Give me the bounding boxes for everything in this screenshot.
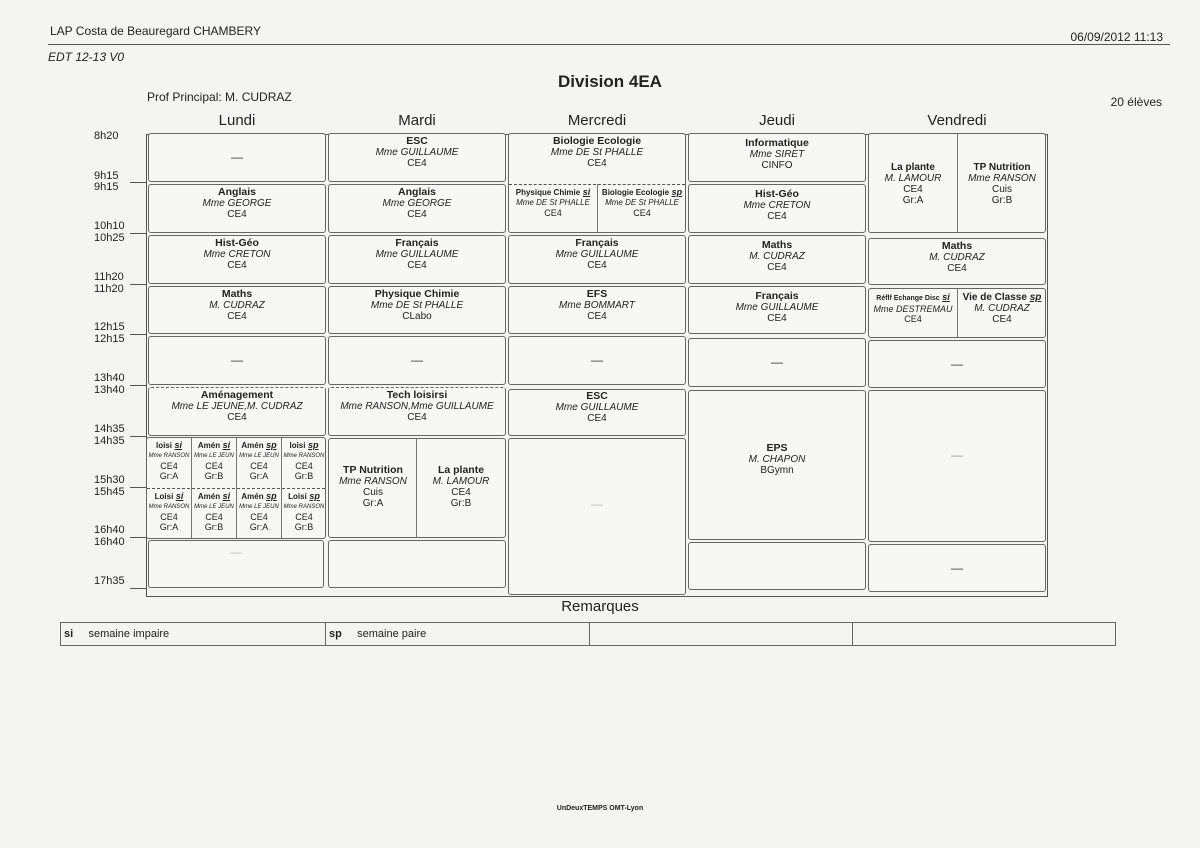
lesson-mercredi-3[interactable] — [508, 235, 686, 284]
time-tick — [130, 284, 147, 285]
lesson-lundi-9[interactable] — [148, 540, 324, 588]
lesson-group: Gr:B — [204, 471, 224, 481]
time-label: 8h20 — [94, 130, 119, 142]
mini-lesson[interactable] — [147, 440, 191, 481]
lesson-subject: Biologie Ecologie — [552, 135, 642, 147]
lesson-jeudi-4[interactable] — [688, 286, 866, 334]
lesson-subject: Anglais — [218, 186, 256, 198]
lesson-room: CE4 — [767, 313, 787, 324]
lesson-subject: Tech loisirsi — [386, 389, 448, 401]
remarks-title: Remarques — [561, 598, 639, 615]
lesson-vendredi-3[interactable] — [868, 238, 1046, 285]
empty-dash: — — [591, 497, 603, 511]
lesson-mercredi-2-si[interactable] — [509, 187, 597, 231]
lesson-room: CE4 — [250, 461, 268, 471]
time-label: 13h40 — [94, 384, 125, 396]
header-divider — [48, 44, 1170, 45]
lesson-mercredi-7-9[interactable] — [508, 438, 686, 595]
empty-dash: — — [230, 545, 242, 559]
lesson-room: CE4 — [767, 211, 787, 222]
time-tick — [130, 487, 147, 488]
lesson-room: CE4 — [227, 311, 247, 322]
lesson-teacher: M. LAMOUR — [884, 173, 942, 184]
lesson-vendredi-5[interactable] — [868, 340, 1046, 388]
lesson-teacher: Mme GEORGE — [202, 198, 272, 209]
time-label: 9h15 — [94, 181, 119, 193]
lesson-mardi-6[interactable] — [328, 387, 506, 436]
mini-lesson[interactable] — [147, 491, 191, 532]
lesson-subject: Français — [575, 237, 619, 249]
week-tag: si — [174, 440, 183, 450]
remark-text: semaine paire — [357, 628, 427, 640]
lesson-subject: Amén — [241, 441, 264, 450]
lesson-room: Cuis — [362, 487, 383, 498]
lesson-room: Cuis — [991, 184, 1012, 195]
empty-dash: — — [951, 561, 963, 575]
time-label: 11h20 — [94, 271, 124, 283]
lesson-subject: La plante — [891, 162, 935, 173]
lesson-teacher: Mme CRETON — [743, 200, 811, 211]
mini-lesson[interactable] — [192, 440, 236, 481]
time-label: 13h40 — [94, 372, 125, 384]
school-name: LAP Costa de Beauregard CHAMBERY — [50, 24, 262, 38]
footer-credit: UnDeuxTEMPS OMT-Lyon — [556, 805, 644, 812]
week-tag: si — [222, 491, 231, 501]
mini-lesson[interactable] — [237, 440, 281, 481]
lesson-teacher: Mme RANSON — [339, 476, 407, 487]
empty-dash: — — [951, 357, 963, 371]
empty-dash: — — [231, 353, 243, 367]
lesson-teacher: Mme SIRET — [749, 149, 805, 160]
lesson-lundi-7-8[interactable] — [146, 437, 326, 539]
lesson-vendredi-4-si[interactable] — [869, 292, 957, 336]
lesson-subject: EPS — [766, 442, 788, 454]
lesson-subject: TP Nutrition — [973, 162, 1031, 173]
lesson-subject: Vie de Classe — [962, 292, 1027, 303]
lesson-group: Gr:A — [249, 471, 269, 481]
lesson-subject: EFS — [586, 288, 608, 300]
lesson-teacher: M. CUDRAZ — [209, 300, 265, 311]
lesson-subject: Hist-Géo — [215, 237, 259, 249]
lesson-subject: Maths — [221, 288, 253, 300]
time-label: 17h35 — [94, 575, 125, 587]
lesson-lundi-3[interactable] — [148, 235, 326, 284]
lesson-subject: Français — [395, 237, 439, 249]
lesson-vendredi-1-grA[interactable] — [869, 162, 957, 206]
remark-text: semaine impaire — [88, 628, 170, 640]
lesson-subject: TP Nutrition — [343, 465, 403, 476]
lesson-subject: Amén — [241, 492, 264, 501]
time-label: 10h10 — [94, 220, 125, 232]
week-tag: sp — [266, 491, 277, 501]
lesson-subject: loisi — [289, 441, 306, 450]
lesson-jeudi-6[interactable] — [688, 390, 866, 540]
empty-dash: — — [771, 355, 783, 369]
lesson-mercredi-4[interactable] — [508, 286, 686, 334]
lesson-teacher: Mme LE JEUN — [194, 504, 234, 510]
lesson-room: CE4 — [451, 487, 471, 498]
time-label: 12h15 — [94, 333, 125, 345]
lesson-teacher: Mme LE JEUN — [194, 453, 234, 459]
lesson-room: CE4 — [160, 512, 178, 522]
lesson-subject: Maths — [761, 239, 793, 251]
week-tag: sp — [308, 440, 319, 450]
lesson-teacher: M. CHAPON — [748, 454, 806, 465]
lesson-room: CE4 — [227, 412, 247, 423]
lesson-teacher: Mme LE JEUN — [239, 453, 279, 459]
time-tick — [130, 182, 147, 183]
lesson-teacher: Mme RANSON — [148, 504, 190, 510]
lesson-room: CE4 — [407, 260, 427, 271]
time-tick — [130, 233, 147, 234]
lesson-teacher: Mme GUILLAUME — [555, 402, 639, 413]
lesson-room: CE4 — [587, 413, 607, 424]
lesson-vendredi-1-grB[interactable] — [958, 162, 1046, 206]
student-count: 20 élèves — [1110, 95, 1162, 109]
page-title: Division 4EA — [558, 72, 662, 91]
lesson-group: Gr:B — [991, 195, 1013, 206]
lesson-jeudi-5[interactable] — [688, 338, 866, 387]
lesson-subject: ESC — [586, 390, 608, 402]
lesson-lundi-1[interactable] — [148, 133, 326, 182]
lesson-group: Gr:A — [159, 522, 179, 532]
lesson-teacher: M. LAMOUR — [432, 476, 490, 487]
lesson-vendredi-4-sp[interactable] — [958, 292, 1046, 336]
lesson-mardi-7-grA[interactable] — [329, 465, 417, 509]
lesson-teacher: Mme DESTREMAU — [873, 304, 953, 314]
lesson-subject: Anglais — [398, 186, 436, 198]
lesson-jeudi-1[interactable] — [688, 133, 866, 182]
lesson-subject: Loisi — [288, 492, 307, 501]
lesson-subject: Loisi — [154, 492, 174, 501]
lesson-vendredi-4[interactable] — [868, 288, 1046, 338]
week-tag: si — [222, 440, 231, 450]
edt-version: EDT 12-13 V0 — [48, 50, 125, 64]
lesson-mardi-7-8[interactable] — [328, 438, 506, 538]
lesson-group: Gr:A — [362, 498, 384, 509]
lesson-vendredi-1[interactable] — [868, 133, 1046, 233]
lesson-subject: Amén — [197, 441, 221, 450]
lesson-mardi-3[interactable] — [328, 235, 506, 284]
lesson-jeudi-9[interactable] — [688, 542, 866, 590]
lesson-teacher: Mme RANSON — [968, 173, 1036, 184]
lesson-lundi-2[interactable] — [148, 184, 326, 233]
lesson-room: CE4 — [407, 158, 427, 169]
time-label: 14h35 — [94, 435, 125, 447]
lesson-subject: Physique Chimie — [374, 288, 460, 300]
mini-lesson[interactable] — [237, 491, 281, 532]
time-label: 15h45 — [94, 486, 125, 498]
lesson-room: CE4 — [205, 512, 223, 522]
lesson-teacher: Mme RANSON — [283, 453, 325, 459]
lesson-teacher: Mme GUILLAUME — [555, 249, 639, 260]
lesson-teacher: Mme GUILLAUME — [375, 147, 459, 158]
lesson-room: CE4 — [407, 412, 427, 423]
lesson-room: CE4 — [227, 209, 247, 220]
day-header-jeudi: Jeudi — [759, 112, 795, 129]
lesson-group: Gr:A — [249, 522, 269, 532]
lesson-room: CE4 — [633, 208, 651, 218]
remark-sp — [326, 623, 590, 645]
empty-dash: — — [231, 150, 243, 164]
lesson-lundi-5[interactable] — [148, 336, 326, 385]
lesson-subject: Aménagement — [200, 389, 274, 401]
lesson-room: CE4 — [992, 314, 1012, 325]
lesson-group: Gr:B — [294, 471, 314, 481]
lesson-teacher: Mme RANSON — [283, 504, 325, 510]
remark-si — [61, 623, 326, 645]
lesson-vendredi-9[interactable] — [868, 544, 1046, 592]
lesson-group: Gr:B — [294, 522, 314, 532]
time-label: 16h40 — [94, 536, 125, 548]
lesson-teacher: M. CUDRAZ — [974, 303, 1030, 314]
lesson-room: CE4 — [295, 512, 313, 522]
lesson-lundi-4[interactable] — [148, 286, 326, 334]
lesson-mercredi-2-sp[interactable] — [598, 187, 686, 231]
lesson-room: BGymn — [760, 465, 794, 476]
lesson-subject: Biologie Ecologie — [601, 188, 670, 197]
lesson-subject: loisi — [155, 441, 172, 450]
lesson-mardi-2[interactable] — [328, 184, 506, 233]
lesson-subject: Réflf Echange Disc — [876, 295, 940, 302]
lesson-teacher: Mme GUILLAUME — [735, 302, 819, 313]
lesson-room: CE4 — [947, 263, 967, 274]
lesson-room: CE4 — [407, 209, 427, 220]
lesson-group: Gr:B — [204, 522, 224, 532]
lesson-room: CE4 — [904, 314, 922, 324]
empty-dash: — — [951, 448, 963, 462]
lesson-teacher: Mme DE St PHALLE — [605, 198, 679, 207]
lesson-mardi-9[interactable] — [328, 540, 506, 588]
lesson-subject: ESC — [406, 135, 428, 147]
remarks-table — [60, 622, 1116, 646]
lesson-room: CE4 — [295, 461, 313, 471]
lesson-teacher: Mme LE JEUNE,M. CUDRAZ — [171, 401, 303, 412]
lesson-group: Gr:A — [902, 195, 924, 206]
lesson-group: Gr:B — [450, 498, 472, 509]
week-tag: si — [175, 491, 184, 501]
lesson-teacher: Mme GUILLAUME — [375, 249, 459, 260]
time-label: 14h35 — [94, 423, 125, 435]
lesson-room: CE4 — [903, 184, 923, 195]
mini-lesson[interactable] — [282, 440, 326, 481]
lesson-room: CLabo — [402, 311, 432, 322]
time-tick — [130, 334, 147, 335]
lesson-teacher: M. CUDRAZ — [929, 252, 985, 263]
lesson-teacher: Mme CRETON — [203, 249, 271, 260]
lesson-room: CE4 — [227, 260, 247, 271]
time-label: 11h20 — [94, 283, 124, 295]
lesson-mardi-4[interactable] — [328, 286, 506, 334]
lesson-room: CE4 — [250, 512, 268, 522]
week-tag: sp — [671, 187, 683, 197]
lesson-teacher: Mme RANSON,Mme GUILLAUME — [340, 401, 494, 412]
lesson-vendredi-6[interactable] — [868, 390, 1046, 542]
week-tag: si — [942, 292, 950, 302]
prof-principal: Prof Principal: M. CUDRAZ — [147, 90, 292, 104]
time-label: 10h25 — [94, 232, 125, 244]
lesson-room: CE4 — [587, 311, 607, 322]
lesson-room: CE4 — [160, 461, 178, 471]
remark-empty — [590, 623, 853, 645]
lesson-room: CE4 — [544, 208, 562, 218]
lesson-teacher: Mme DE St PHALLE — [370, 300, 464, 311]
day-header-mercredi: Mercredi — [567, 112, 627, 129]
lesson-teacher: Mme DE St PHALLE — [550, 147, 644, 158]
lesson-mercredi-6[interactable] — [508, 389, 686, 436]
time-label: 9h15 — [94, 170, 119, 182]
lesson-teacher: M. CUDRAZ — [749, 251, 805, 262]
lesson-room: CE4 — [587, 158, 607, 169]
lesson-jeudi-3[interactable] — [688, 235, 866, 284]
remark-code: si — [64, 628, 74, 640]
remark-code: sp — [329, 628, 342, 640]
lesson-room: CINFO — [761, 160, 793, 171]
lesson-subject: Hist-Géo — [755, 188, 799, 200]
mini-lesson[interactable] — [192, 491, 236, 532]
day-header-vendredi: Vendredi — [927, 112, 987, 129]
lesson-jeudi-2[interactable] — [688, 184, 866, 233]
lesson-subject: La plante — [437, 465, 485, 476]
lesson-mardi-7-grB[interactable] — [417, 465, 505, 509]
week-tag: sp — [309, 491, 320, 501]
lesson-subject: Amén — [197, 492, 221, 501]
time-label: 15h30 — [94, 474, 125, 486]
print-datetime: 06/09/2012 11:13 — [1070, 30, 1163, 44]
time-tick — [130, 385, 147, 386]
lesson-subject: Informatique — [745, 137, 809, 149]
mini-lesson[interactable] — [282, 491, 326, 532]
lesson-group: Gr:A — [159, 471, 179, 481]
day-header-mardi: Mardi — [398, 112, 436, 129]
lesson-subject: Maths — [941, 240, 973, 252]
time-label: 12h15 — [94, 321, 125, 333]
time-tick — [130, 588, 147, 589]
lesson-teacher: Mme GEORGE — [382, 198, 452, 209]
lesson-teacher: Mme LE JEUN — [239, 504, 279, 510]
day-header-lundi: Lundi — [218, 112, 256, 129]
lesson-subject: Français — [755, 290, 799, 302]
lesson-room: CE4 — [767, 262, 787, 273]
lesson-mercredi-5[interactable] — [508, 336, 686, 385]
lesson-mardi-5[interactable] — [328, 336, 506, 385]
lesson-mercredi-1[interactable] — [508, 133, 686, 233]
lesson-lundi-6[interactable] — [148, 387, 326, 436]
lesson-teacher: Mme DE St PHALLE — [516, 198, 590, 207]
week-tag: si — [582, 187, 591, 197]
empty-dash: — — [591, 353, 603, 367]
time-tick — [130, 537, 147, 538]
lesson-teacher: Mme RANSON — [148, 453, 190, 459]
time-tick — [130, 436, 147, 437]
lesson-room: CE4 — [587, 260, 607, 271]
week-tag: sp — [1029, 292, 1042, 303]
lesson-teacher: Mme BOMMART — [559, 300, 635, 311]
lesson-mardi-1[interactable] — [328, 133, 506, 182]
lesson-room: CE4 — [205, 461, 223, 471]
remark-empty — [853, 623, 1115, 645]
lesson-subject: Physique Chimie — [515, 188, 581, 197]
week-tag: sp — [266, 440, 277, 450]
empty-dash: — — [411, 353, 423, 367]
time-label: 16h40 — [94, 524, 125, 536]
